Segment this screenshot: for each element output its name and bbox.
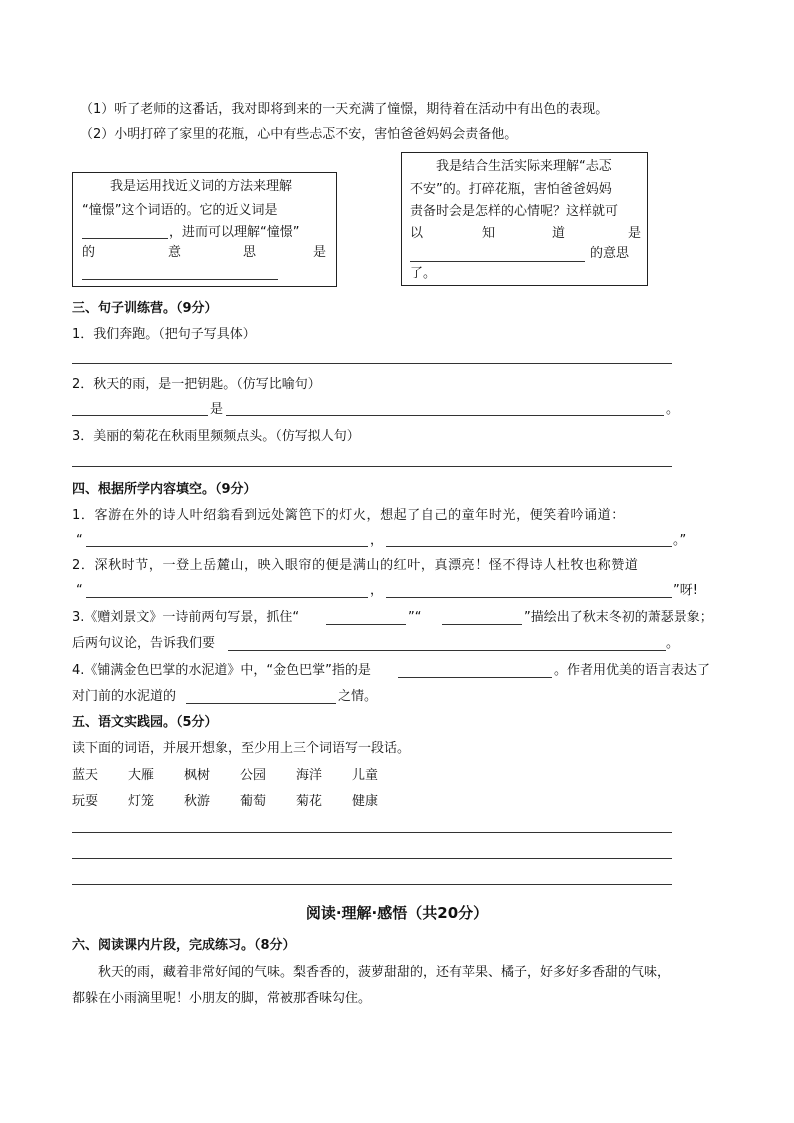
blank-s4-q4-a[interactable] (398, 677, 552, 678)
s4-q4-part-c: 对门前的水泥道的 (72, 689, 177, 704)
word-item: 菊花 (296, 794, 323, 809)
passage-line-1: 秋天的雨，藏着非常好闻的气味。梨香香的，菠萝甜甜的，还有苹果、橘子，好多好多香甜的气味， (98, 965, 671, 980)
blank-meaning-longing[interactable] (82, 279, 278, 280)
intro-item-1: （1）听了老师的这番话，我对即将到来的一天充满了憧憬，期待着在活动中有出色的表现。 (80, 102, 609, 117)
s4-q1-comma: ， (370, 533, 384, 548)
explanation-box-right (401, 152, 648, 286)
blank-s4-q1-b[interactable] (386, 546, 672, 547)
section4-q1: 1．客游在外的诗人叶绍翁看到远处篱笆下的灯火，想起了自己的童年时光，便笑着吟诵道： (72, 508, 625, 523)
s4-q3-part-d: 后两句议论，告诉我们要 (72, 636, 216, 651)
box-left-line4b: 意 (168, 245, 182, 260)
section3-q3: 3．美丽的菊花在秋雨里频频点头。（仿写拟人句） (72, 429, 360, 444)
blank-s4-q3-a[interactable] (326, 624, 406, 625)
word-item: 健康 (352, 794, 379, 809)
s4-q3-part-c: ”描绘出了秋末冬初的萧瑟景象； (524, 610, 713, 625)
passage-line-2: 都躲在小雨滴里呢！小朋友的脚，常被那香味勾住。 (72, 991, 372, 1006)
s4-q4-part-a: 4.《铺满金色巴掌的水泥道》中，“金色巴掌”指的是 (72, 663, 371, 678)
word-item: 大雁 (128, 768, 155, 783)
section4-q2: 2．深秋时节，一登上岳麓山，映入眼帘的便是满山的红叶，真漂亮！怪不得诗人杜牧也称赞道 (72, 558, 639, 573)
blank-s3-q2-subject[interactable] (72, 415, 208, 416)
box-left-line1: 我是运用找近义词的方法来理解 (110, 179, 293, 194)
section3-title: 三、句子训练营。（9分） (72, 301, 218, 316)
word-item: 儿童 (352, 768, 379, 783)
section3-q1: 1．我们奔跑。（把句子写具体） (72, 327, 256, 342)
word-item: 枫树 (184, 768, 211, 783)
blank-s4-q4-b[interactable] (186, 703, 336, 704)
box-left-line2: “憧憬”这个词语的。它的近义词是 (82, 203, 278, 218)
word-item: 灯笼 (128, 794, 155, 809)
s4-q3-part-a: 3.《赠刘景文》一诗前两句写景，抓住“ (72, 610, 300, 625)
answer-line-s3-q1[interactable] (72, 363, 672, 364)
box-right-line6: 了。 (410, 266, 437, 281)
box-left-line4c: 思 (243, 245, 257, 260)
s4-q4-part-d: 之情。 (338, 689, 378, 704)
box-left-line3: ，进而可以理解“憧憬” (169, 225, 300, 240)
s4-q4-part-b: 。作者用优美的语言表达了 (554, 663, 711, 678)
word-item: 海洋 (296, 768, 323, 783)
word-item: 玩耍 (72, 794, 99, 809)
s4-q2-open-quote: “ (76, 583, 83, 598)
word-row-2 (72, 793, 408, 811)
word-item: 秋游 (184, 794, 211, 809)
box-left-line4a: 的 (82, 245, 96, 260)
blank-s4-q2-b[interactable] (386, 597, 672, 598)
s4-q1-close: 。” (673, 533, 687, 548)
box-right-line4b: 知 (482, 226, 496, 241)
explanation-box-left (72, 172, 337, 287)
answer-line-s3-q3[interactable] (72, 466, 672, 467)
blank-s4-q3-b[interactable] (442, 624, 522, 625)
section4-title: 四、根据所学内容填空。（9分） (72, 482, 257, 497)
blank-s3-q2-object[interactable] (226, 415, 664, 416)
box-right-line4c: 道 (552, 226, 566, 241)
section3-q2-end: 。 (666, 402, 680, 417)
box-right-line4a: 以 (410, 226, 424, 241)
box-right-line2: 不安”的。打碎花瓶，害怕爸爸妈妈 (410, 182, 612, 197)
section5-title: 五、语文实践园。（5分） (72, 715, 218, 730)
blank-meaning-uneasy[interactable] (410, 261, 585, 262)
section3-q2: 2．秋天的雨，是一把钥匙。（仿写比喻句） (72, 377, 321, 392)
intro-item-2: （2）小明打碎了家里的花瓶，心中有些忐忑不安，害怕爸爸妈妈会责备他。 (80, 127, 518, 142)
s4-q1-open-quote: “ (76, 533, 83, 548)
section6-title: 六、阅读课内片段，完成练习。（8分） (72, 938, 296, 953)
s4-q2-comma: ， (370, 583, 384, 598)
box-left-line4d: 是 (313, 245, 327, 260)
s4-q2-close: ”呀! (673, 583, 698, 598)
reading-heading: 阅读·理解·感悟（共20分） (305, 904, 489, 922)
answer-line-s5-3[interactable] (72, 884, 672, 885)
word-item: 葡萄 (240, 794, 267, 809)
blank-s4-q3-c[interactable] (228, 650, 666, 651)
blank-s4-q2-a[interactable] (86, 597, 368, 598)
answer-line-s5-2[interactable] (72, 858, 672, 859)
section5-instruction: 读下面的词语，并展开想象，至少用上三个词语写一段话。 (72, 741, 411, 756)
s4-q3-part-e: 。 (666, 636, 680, 651)
box-right-line5: 的意思 (590, 246, 630, 261)
s4-q3-part-b: ”“ (408, 610, 422, 625)
section3-q2-mid: 是 (210, 402, 224, 417)
word-item: 公园 (240, 768, 267, 783)
word-item: 蓝天 (72, 768, 99, 783)
blank-synonym[interactable] (82, 238, 168, 239)
blank-s4-q1-a[interactable] (86, 546, 368, 547)
answer-line-s5-1[interactable] (72, 832, 672, 833)
box-right-line1: 我是结合生活实际来理解“忐忑 (436, 159, 612, 174)
box-right-line3: 责备时会是怎样的心情呢？这样就可 (410, 204, 619, 219)
word-row-1 (72, 767, 408, 785)
box-right-line4d: 是 (628, 226, 642, 241)
